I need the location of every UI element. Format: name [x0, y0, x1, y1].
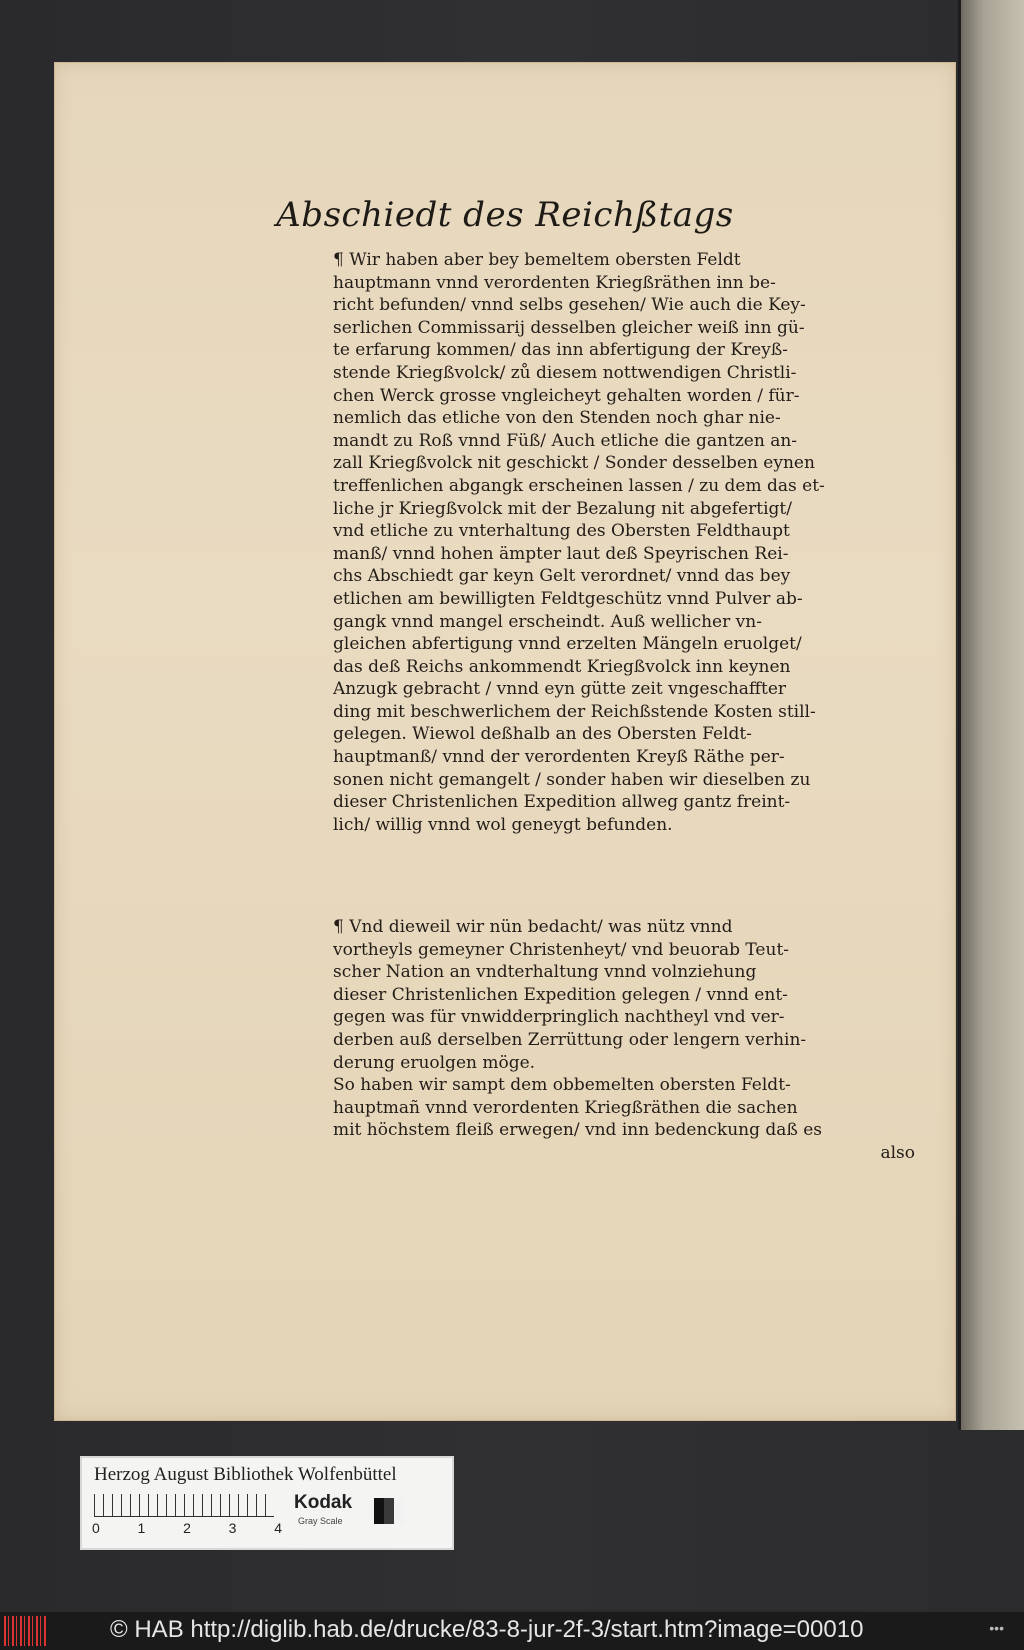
text-line: hauptmann vnnd verordenten Kriegßräthen inn be-: [333, 272, 776, 293]
text-line: das deß Reichs ankommendt Kriegßvolck inn keynen: [333, 656, 791, 677]
text-line: mit höchstem fleiß erwegen/ vnd inn bedenckung daß es: [333, 1120, 822, 1141]
text-line: ¶ Wir haben aber bey bemeltem obersten Feldt: [333, 250, 741, 270]
gray-swatch: [374, 1498, 384, 1524]
text-line: liche jr Kriegßvolck mit der Bezalung nit abgefertigt/: [333, 498, 792, 519]
text-line: sonen nicht gemangelt / sonder haben wir dieselben zu: [333, 769, 811, 790]
gray-swatch: [384, 1498, 394, 1524]
scale-number: 0: [92, 1520, 100, 1536]
text-line: Anzugk gebracht / vnnd eyn gütte zeit vngeschaffter: [333, 679, 787, 700]
text-line: te erfarung kommen/ das inn abfertigung der Kreyß-: [333, 340, 788, 361]
text-line: gangk vnnd mangel erscheindt. Auß wellicher vn-: [333, 611, 762, 632]
scale-number: 3: [228, 1520, 237, 1536]
viewer-footer: [0, 1612, 1024, 1650]
library-name: Herzog August Bibliothek Wolfenbüttel: [94, 1464, 397, 1485]
text-line: zall Kriegßvolck nit geschickt / Sonder desselben eynen: [333, 453, 815, 474]
text-line: lich/ willig vnnd wol geneygt befunden.: [333, 814, 673, 835]
text-line: gleichen abfertigung vnnd erzelten Mängeln eruolget/: [333, 634, 802, 655]
text-line: derung eruolgen möge.: [333, 1052, 536, 1073]
paragraph-1: [333, 249, 903, 836]
text-line: So haben wir sampt dem obbemelten obersten Feldt-: [333, 1075, 791, 1096]
paragraph-2: [333, 916, 903, 1142]
text-line: stende Kriegßvolck/ zů diesem nottwendigen Christli-: [333, 362, 797, 383]
text-line: treffenlichen abgangk erscheinen lassen / zu dem das et-: [333, 475, 825, 496]
scale-number: 2: [183, 1520, 191, 1536]
gray-scale-label: Gray Scale: [298, 1516, 343, 1526]
kodak-logo: Kodak: [294, 1492, 353, 1513]
text-line: ¶ Vnd dieweil wir nün bedacht/ was nütz vnnd: [333, 917, 733, 937]
text-line: gelegen. Wiewol deßhalb an des Obersten Feldt-: [333, 724, 752, 745]
scale-number: 4: [274, 1520, 282, 1536]
page-heading: Abschiedt des Reichßtags: [276, 195, 734, 235]
catchword: also: [880, 1143, 915, 1163]
text-line: hauptmanß/ vnnd der verordenten Kreyß Räthe per-: [333, 747, 785, 768]
text-line: vortheyls gemeyner Christenheyt/ vnd beuorab Teut-: [333, 939, 790, 960]
text-line: hauptmañ vnnd verordenten Kriegßräthen die sachen: [333, 1097, 798, 1118]
text-line: nemlich das etliche von den Stenden noch ghar nie-: [333, 408, 781, 429]
text-line: scher Nation an vndterhaltung vnnd volnziehung: [333, 962, 757, 983]
text-line: chen Werck grosse vngleicheyt gehalten worden / für-: [333, 385, 800, 406]
text-line: vnd etliche zu vnterhaltung des Obersten Feldthaupt: [333, 521, 790, 542]
text-line: gegen was für vnwidderpringlich nachtheyl vnd ver-: [333, 1007, 785, 1028]
gray-swatch: [394, 1498, 404, 1524]
scale-ruler: [94, 1494, 274, 1517]
book-page: [54, 62, 956, 1421]
more-dots-icon[interactable]: •••: [989, 1620, 1004, 1636]
gray-swatches: [374, 1498, 404, 1524]
adjacent-page-edge: [958, 0, 1024, 1430]
text-line: dieser Christenlichen Expedition allweg gantz freint-: [333, 792, 791, 813]
text-line: manß/ vnnd hohen ämpter laut deß Speyrischen Rei-: [333, 543, 789, 564]
text-line: etlichen am bewilligten Feldtgeschütz vnnd Pulver ab-: [333, 588, 803, 609]
text-line: mandt zu Roß vnnd Füß/ Auch etliche die gantzen an-: [333, 430, 798, 451]
text-line: derben auß derselben Zerrüttung oder lengern verhin-: [333, 1029, 807, 1050]
text-line: richt befunden/ vnnd selbs gesehen/ Wie auch die Key-: [333, 295, 806, 316]
scale-numbers: [92, 1520, 282, 1536]
text-line: serlichen Commissarij desselben gleicher weiß inn gü-: [333, 317, 805, 338]
text-line: ding mit beschwerlichem der Reichßstende Kosten still-: [333, 701, 816, 722]
text-line: dieser Christenlichen Expedition gelegen / vnnd ent-: [333, 984, 788, 1005]
text-line: chs Abschiedt gar keyn Gelt verordnet/ vnnd das bey: [333, 566, 791, 587]
barcode-icon: [4, 1616, 46, 1646]
scale-number: 1: [137, 1520, 146, 1536]
colour-target-card: [80, 1456, 454, 1550]
source-url[interactable]: © HAB http://diglib.hab.de/drucke/83-8-jur-2f-3/start.htm?image=00010: [110, 1616, 864, 1643]
